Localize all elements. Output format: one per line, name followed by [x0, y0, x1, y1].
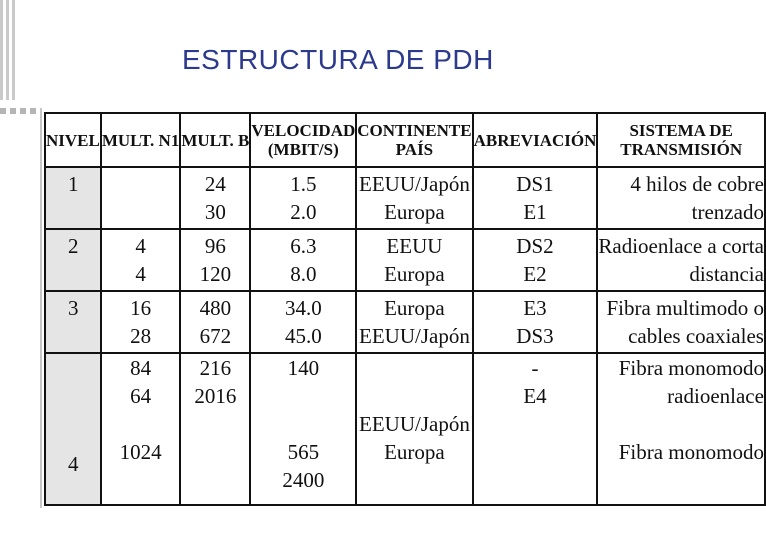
cell-line: 8.0: [290, 262, 317, 286]
cell-mult-n1: [101, 167, 180, 229]
cell-abreviacion: [473, 229, 598, 291]
cell-line: 4: [135, 234, 146, 258]
cell-line: EEUU: [386, 234, 443, 258]
header-sistema-line: SISTEMA DE: [629, 121, 733, 140]
cell-abreviacion: [473, 291, 598, 353]
cell-line: distancia: [689, 262, 764, 286]
cell-line: trenzado: [691, 200, 764, 224]
cell-nivel: 4: [45, 353, 101, 505]
cell-line: E3: [523, 296, 547, 320]
cell-line: DS2: [516, 234, 554, 258]
cell-line: [251, 410, 355, 438]
cell-line: -: [531, 356, 539, 380]
header-mult-n1: [101, 113, 180, 167]
cell-line: Fibra multimodo o: [606, 296, 764, 320]
cell-abreviacion: [473, 353, 598, 505]
cell-line: EEUU/Japón: [359, 412, 470, 436]
cell-line: Europa: [384, 262, 445, 286]
cell-line: 480: [199, 296, 232, 320]
cell-line: [598, 410, 764, 438]
cell-line: [357, 382, 471, 410]
cell-line: 120: [199, 262, 232, 286]
cell-line: 84: [130, 356, 152, 380]
cell-continente: [356, 291, 472, 353]
cell-line: E4: [523, 384, 547, 408]
cell-continente: [356, 353, 472, 505]
cell-line: 30: [204, 200, 226, 224]
cell-line: 64: [130, 384, 152, 408]
cell-line: radioenlace: [667, 384, 764, 408]
cell-velocidad: [250, 291, 356, 353]
cell-mult-b: [180, 167, 250, 229]
cell-line: 140: [287, 356, 320, 380]
cell-line: 1.5: [290, 172, 317, 196]
cell-sistema: [597, 291, 765, 353]
cell-line: DS1: [516, 172, 554, 196]
cell-continente: [356, 229, 472, 291]
header-sistema-line: TRANSMISIÓN: [620, 140, 743, 159]
table-body: [45, 167, 765, 505]
cell-velocidad: [250, 229, 356, 291]
header-mult-n1-line: MULT. N1: [101, 130, 180, 150]
cell-line: E1: [523, 200, 547, 224]
header-mult-b-line: MULT. B: [181, 130, 250, 150]
header-continente: [356, 113, 472, 167]
cell-nivel: 2: [45, 229, 101, 291]
pdh-table: [44, 112, 766, 506]
cell-sistema: [597, 353, 765, 505]
cell-line: 565: [287, 440, 320, 464]
cell-line: 4 hilos de cobre: [630, 172, 764, 196]
cell-line: 6.3: [290, 234, 317, 258]
cell-line: [251, 382, 355, 410]
cell-mult-n1: [101, 353, 180, 505]
cell-velocidad: [250, 353, 356, 505]
header-velocidad-line: (MBIT/S): [267, 140, 339, 159]
header-continente-line: CONTINENTE: [357, 121, 472, 140]
cell-line: 28: [130, 324, 152, 348]
cell-line: Europa: [384, 296, 445, 320]
cell-line: 2400: [282, 468, 325, 492]
cell-sistema: [597, 167, 765, 229]
cell-line: DS3: [516, 324, 554, 348]
cell-line: 216: [199, 356, 232, 380]
slide-title: ESTRUCTURA DE PDH: [182, 44, 494, 75]
cell-line: 96: [204, 234, 226, 258]
cell-continente: [356, 167, 472, 229]
table-header-row: [45, 113, 765, 167]
header-abreviacion: [473, 113, 598, 167]
table-row: [45, 291, 765, 353]
cell-line: Radioenlace a corta: [598, 234, 764, 258]
cell-line: 2.0: [290, 200, 317, 224]
cell-line: [102, 410, 179, 438]
cell-line: Fibra monomodo: [618, 440, 764, 464]
cell-nivel: 3: [45, 291, 101, 353]
cell-line: Europa: [384, 440, 445, 464]
cell-line: Fibra monomodo: [618, 356, 764, 380]
table-row: [45, 167, 765, 229]
header-velocidad-line: VELOCIDAD: [251, 121, 356, 140]
cell-nivel: 1: [45, 167, 101, 229]
cell-line: 2016: [194, 384, 237, 408]
cell-line: 34.0: [284, 296, 322, 320]
cell-line: EEUU/Japón: [359, 324, 470, 348]
cell-line: [357, 354, 471, 382]
cell-abreviacion: [473, 167, 598, 229]
header-velocidad: [250, 113, 356, 167]
cell-line: Europa: [384, 200, 445, 224]
cell-mult-b: [180, 291, 250, 353]
cell-line: 1024: [119, 440, 162, 464]
cell-line: 45.0: [284, 324, 322, 348]
cell-mult-b: [180, 353, 250, 505]
cell-line: E2: [523, 262, 547, 286]
cell-mult-n1: [101, 229, 180, 291]
cell-mult-b: [180, 229, 250, 291]
cell-line: 672: [199, 324, 232, 348]
header-continente-line: PAÍS: [395, 140, 434, 159]
cell-sistema: [597, 229, 765, 291]
cell-line: 16: [130, 296, 152, 320]
header-nivel: [45, 113, 101, 167]
cell-line: cables coaxiales: [628, 324, 764, 348]
header-mult-b: [180, 113, 250, 167]
cell-line: EEUU/Japón: [359, 172, 470, 196]
table-row: [45, 353, 765, 505]
header-nivel-line: NIVEL: [46, 130, 100, 150]
cell-line: 24: [204, 172, 226, 196]
cell-mult-n1: [101, 291, 180, 353]
header-abreviacion-line: ABREVIACIÓN: [473, 130, 597, 150]
table-row: [45, 229, 765, 291]
cell-line: 4: [135, 262, 146, 286]
cell-velocidad: [250, 167, 356, 229]
header-sistema: [597, 113, 765, 167]
